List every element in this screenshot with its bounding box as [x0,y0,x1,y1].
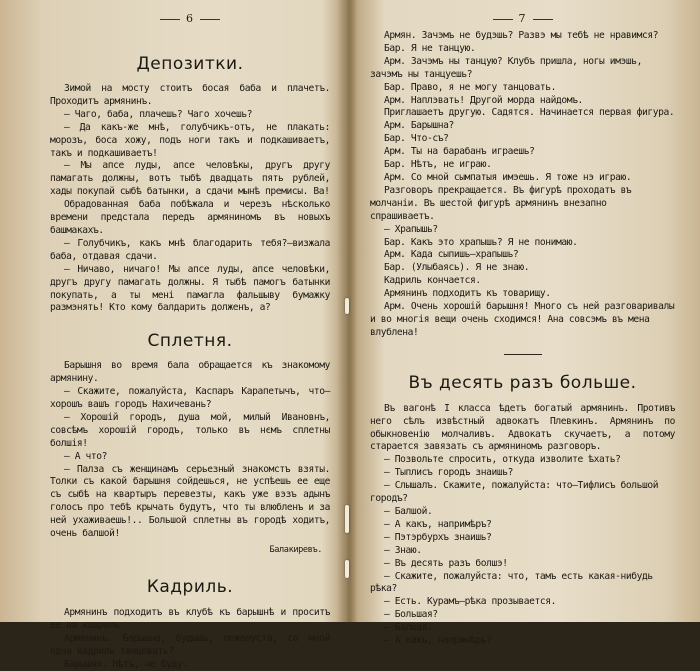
dialogue-line: — Пэтэрбурхъ знаишь? [384,531,492,543]
paragraph: — Скажите, пожалуйста, Каспаръ Карапетычъ, что—хорошъ вашъ городъ Нахичевань? [50,386,330,411]
section-body [50,83,330,315]
dialogue-line: Приглашаетъ другую. Садятся. Начинается первая фигура. [384,107,675,119]
paragraph: — Палза съ женщинамъ серьезный знакомстъ взяты. Толки съ какой барышня сойдешься, не успѣешь ее еще съ сыбѣ на квартыръ перевезты, какъ уже вэзъ адынъ голосъ про тебѣ крычать будутъ, что ты влюбленъ и за ней ухаживаешь!.. Большой сплетны въ городѣ ходитъ, очень балшой! [50,463,330,540]
dialogue-line: Армян. Зачэмъ не будэшь? Развэ мы тебѣ не нравимся? [384,30,659,41]
paragraph: — Хорошій городъ, душа мой, милый Ивановнъ, совсѣмъ хорошій городъ, только въ нємъ сплетны болшія! [50,411,330,449]
dialogue-line: — А какъ, напримѣръ? [384,635,492,647]
dialogue-line: Бар. Нѣтъ, не играю. [384,159,492,171]
dialogue-line: — Большая? [384,609,438,621]
paragraph: Зимой на мосту стоитъ босая баба и плачетъ. Проходитъ армянинъ. [50,83,330,107]
section-title: Депозитки. [136,54,244,74]
dialogue-line: Бар. Что-съ? [384,133,449,145]
paragraph: Армянинъ подходитъ въ клубѣ къ барышнѣ и проситъ ее на кадриль. [50,606,330,631]
dialogue-block [370,30,675,340]
page-number: 7 [370,12,675,26]
dialogue-line: Арм. Со мной сымпатыя имэешь. Я тоже нэ играю. [384,171,632,183]
binding-stitch [345,560,349,578]
right-page [370,0,675,647]
paragraph: — Мы апсе луды, апсе человѣкы, другъ другу памагать должны, вотъ тыбѣ двадцать пять рублей, хады покупай сыбѣ батынки, а сдачи мынѣ премисы. Ва! [50,160,330,198]
dialogue-line: — Есть. Курамъ—рѣка прозывается. [384,596,557,608]
section-body [50,607,330,671]
paragraph: Армянинъ. Барышна, будышь, пожалуста, со мной одна кадриль танцовать? [50,632,330,657]
paragraph: Обрадованная баба побѣжала и черезъ нѣсколько времени предстала передъ армяниномъ въ новыхъ башмакахъ. [50,199,330,236]
paragraph: Барышня. Нѣтъ, не буду. [64,658,188,670]
binding-stitch [345,298,349,314]
dialogue-line: Арм. Зачэмъ ны танцую? Клубъ пришла, ногы имэшь, зачэмъ ны танцуешь? [370,55,643,80]
paragraph: — Да какъ-же мнѣ, голубчикъ-отъ, не плакать: морозъ, боса хожу, подъ ноги такъ и подкашиваетъ, такъ и подкашиваетъ! [50,121,330,159]
dialogue-line: — Храпышь? [384,223,438,235]
signature: Балакиревъ. [269,545,322,555]
dialogue-line: Разговоръ прекращается. Въ фигурѣ проходатъ въ молчаніи. Въ шестой фигурѣ армянинъ внезапно спрашиваетъ. [370,184,632,222]
dialogue-line: — Въ десять разъ болшэ! [384,557,508,569]
section-divider [504,354,542,355]
section-title: Кадриль. [146,576,234,597]
dialogue-line: — Балшой. [384,506,433,517]
dialogue-line: Арм. Ты на барабанъ играешь? [384,146,535,158]
paragraph: Барышня во время бала обращается къ знакомому армянину. [50,360,330,385]
section-title: Въ десять разъ больше. [408,372,637,393]
dialogue-line: — Знаю. [384,544,422,556]
paragraph: — А что? [64,450,108,462]
section-title: Сплетня. [147,331,233,352]
paragraph: — Чаго, баба, плачешь? Чаго хочешь? [64,108,253,120]
dialogue-line: Бар. Право, я не могу танцовать. [384,81,557,93]
dialogue-line: Арм. Када сыпишь—храпышь? [384,249,519,261]
dialogue-line: Армянинъ подходитъ къ товарищу. [384,288,551,300]
section-body [50,360,330,557]
dialogue-line: — Слышалъ. Скажите, пожалуйста: что—Тифлисъ большой городъ? [370,480,659,505]
dialogue-line: Арм. Барышна? [384,120,454,132]
dialogue-line: — Позвольте спросить, откуда изволите ѣхать? [384,454,621,466]
paragraph: — Голубчикъ, какъ мнѣ благодарить тебя?—визжала баба, отдавая сдачи. [50,237,330,262]
section-body [370,403,675,648]
dialogue-line: Бар. (Улыбаясь). Я не знаю. [384,262,530,274]
left-page [50,0,330,670]
dialogue-line: — Скажите, пожалуйста: что, тамъ есть какая-нибудь рѣка? [370,570,653,595]
dialogue-line: Кадриль кончается. [384,275,481,287]
dialogue-line: Арм. Наплэвать! Другой морда найдомъ. [384,94,583,106]
paragraph: Въ вагонѣ I класса ѣдетъ богатый армянинъ. Противъ него сѣлъ извѣстный адвокатъ Плевкинъ. Армянинъ по обыкновенію молчаливъ. Адвокатъ скучаетъ, а потому старается завязать съ армяниномъ разговоръ. [370,402,675,453]
dialogue-line: — Балшая. [384,622,433,634]
dialogue-line: — А какъ, напримѣръ? [384,518,492,530]
paragraph: — Ничаво, ничаго! Мы апсе луды, апсе человѣки, другъ другу памагать должны. Я тыбѣ памогъ батынки покупать, а ты мені памагла фальшыву бумажку размэнять! Кто кому балдарить долженъ, а? [50,263,330,314]
binding-stitch [345,505,349,533]
dialogue-line: — Тыплисъ городъ знаишь? [384,467,514,479]
page-number: 6 [50,12,330,26]
dialogue-line: Бар. Какъ это храпышь? Я не понимаю. [384,236,578,248]
dialogue-line: Бар. Я не танцую. [384,42,476,54]
dialogue-line: Арм. Очень хорошій барышня! Много съ ней разговаривалы и во многія вещи очень сходимся! Ана совсэмъ въ мена влублена! [370,301,675,338]
